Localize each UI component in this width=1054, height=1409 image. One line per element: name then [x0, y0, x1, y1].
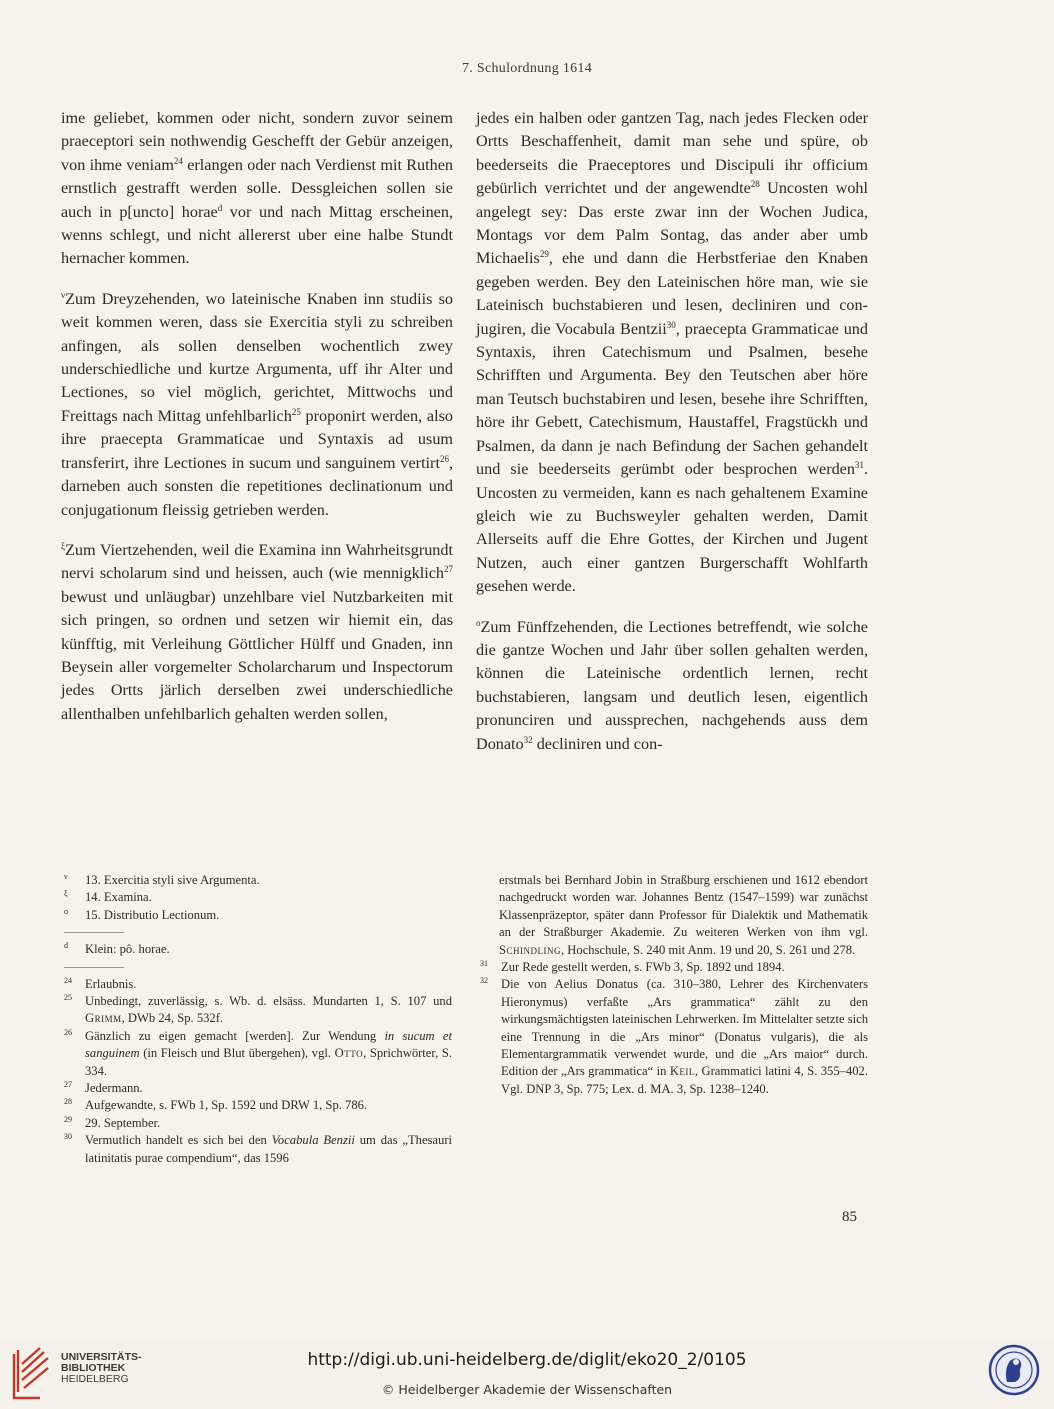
critical-note: d Klein: pô. horae. [64, 941, 170, 957]
running-head: 7. Schulordnung 1614 [461, 61, 593, 76]
copyright-notice: © Heidelberger Akademie der Wissenschaften [381, 1382, 673, 1397]
footnotes-right [480, 872, 868, 1098]
paragraph: $^\xi$Zum Viertzehenden, weil die Examina inn Wahrheitsgrundt nervi scholarum sind und heissen, auch (wie mennigklich$^{27}$ bewust und unläugbar) unzehlbare viel Nutzbarkeiten mit sich pringen, so ordnen und setzen wir hiemit ein, das künfftig, mit Verleihung Göttlicher Hülff und Gnaden, inn Beysein aller vorgemelter Scholarcharum und Inspectorum jedes Ortts järlich derselben zwei underschiedliche allenthalben unfehlbarlich gehalten werden sollen, [61, 540, 453, 723]
paragraph: jedes ein halben oder gantzen Tag, nach jedes Flecken oder Ortts Beschaffenheit, damit man sehe und spüre, ob beederseits die Praeceptores und Discipuli ihr officium gebürlich verrichtet und der angewendte$^{28}$ Uncosten wohl angelegt sey: Das erste zwar inn der Wochen Judica, Montags vor dem Palm Sontag, das ander aber umb Michaelis$^{29}$, ehe und dann die Herbstferiae den Knaben gegeben werden. Bey den Lateinischen höre man, wie sie Lateinisch buchstabieren und lesen, decliniren und conjugiren, die Vocabula Bentzii$^{30}$, praecepta Grammaticae und Syntaxis, ihren Catechismum und Psalmen, besehe Schrifften und Argumenta. Bey den Teutschen aber höre man Teutsch buchstabiren und lesen, besehe ihre Schrifften, höre ihr Gebett, Catechismum, Haustaffel, Fragstückh und Psalmen, da dann je nach Befindung der Sachen gehandelt und sie beederseits gerümbt oder besprochen werden$^{31}$. Uncosten zu vermeiden, kann es nach gehaltenem Examine gleich wie zu Buchsweyler gehalten werden, Damit Allerseits auff die Ehre Gottes, der Kirchen und Jugent Nutzen, auch einer gantzen Burgerschafft Wohlfarth gesehen werde. [476, 109, 869, 596]
page-number: 85 [842, 1209, 857, 1225]
paragraph: $^o$Zum Fünffzehenden, die Lectiones betreffendt, wie solche die gantze Wochen und Jahr über sollen gehalten werden, können die Lateinische ordentlich lernen, recht buchstabieren, langsam und deutlich lesen, eigentlich pronunciren und aussprechen, nachgehends auss dem Donato$^{32}$ decliniren und con- [476, 617, 868, 753]
right-text-column [476, 107, 868, 773]
footnote: 31 Zur Rede gestellt werden, s. FWb 3, Sp. 1892 und 1894. [480, 959, 785, 975]
permalink-url[interactable]: http://digi.ub.uni-heidelberg.de/diglit/eko20_2/0105 [307, 1350, 747, 1370]
margin-note: ξ 14. Examina. [64, 889, 152, 905]
footnote: 25 Unbedingt, zuverlässig, s. Wb. d. elsäss. Mundarten 1, S. 107 und Grimm, DWb 24, Sp. 532f. [64, 993, 452, 1026]
paragraph: $^\nu$Zum Dreyzehenden, wo lateinische Knaben inn studiis so weit kommen weren, dass sie Exercitia styli zu schreiben anfingen, als sollen denselben wochentlich zwey underschiedliche und kurtze Argumenta, uff ihr Alter und Lectiones, so viel möglich, gerichtet, Mittwochs und Freittags nach Mittag unfehlbarlich$^{25}$ proponirt werden, also ihre praecepta Grammaticae und Syntaxis ad usum transferirt, ihre Lectiones in sucum und sanguinem vertirt$^{26}$, darneben auch sonsten die repetitiones declinationum und conjugationum fleissig getrieben werden. [61, 289, 453, 519]
footnote: 28 Aufgewandte, s. FWb 1, Sp. 1592 und DRW 1, Sp. 786. [64, 1097, 368, 1113]
footnote: 26 Gänzlich zu eigen gemacht [werden]. Zur Wendung in sucum et sanguinem (in Fleisch und Blut übergehen), vgl. Otto, Sprichwörter, S. 334. [64, 1027, 452, 1078]
paragraph: ime geliebet, kommen oder nicht, sondern zuvor seinem praeceptori sein nothwendig Geschefft der Gebür anzeigen, von ihme veniam$^{24}$ erlangen oder nach Verdienst mit Ruthen ernstlich gestrafft werden solle. Dessgleichen sollen sie auch in p[uncto] horae$^d$ vor und nach Mittag erscheinen, wenns schlegt, und nicht allererst uber eine halbe Stundt hernacher kommen. [61, 109, 454, 268]
academy-seal-icon[interactable] [988, 1344, 1040, 1396]
footnote: 30 Vermutlich handelt es sich bei den Vocabula Benzii um das „Thesauri latinitatis purae compendium“, das 1596 [64, 1132, 453, 1165]
margin-note: ν 13. Exercitia styli sive Argumenta. [64, 872, 260, 887]
left-text-column [61, 107, 453, 743]
viewer-footer [0, 1340, 1054, 1409]
footnote: 32 Die von Aelius Donatus (ca. 310–380, Lehrer des Kirchenvaters Hieronymus) verfaßte „Ars grammatica“ zählt zu den wirkungsmächtigsten lateinischen Lehrwerken. Im Mittelalter setzte sich eine Trennung in die „Ars minor“ (Donatus vulgaris), die als Elementargrammatik verwendet wurde, und die „Ars maior“ durch. Edition der „Ars grammatica“ in Keil, Grammatici latini 4, S. 355–402. Vgl. DNP 3, Sp. 775; Lex. d. MA. 3, Sp. 1238–1240. [480, 976, 868, 1096]
library-name[interactable]: UNIVERSITÄTS- BIBLIOTHEK HEIDELBERG [61, 1351, 142, 1385]
footnote: 24 Erlaubnis. [64, 975, 137, 991]
footnote-rule [64, 932, 124, 933]
footnote: 27 Jedermann. [64, 1080, 143, 1096]
margin-note: ο 15. Distributio Lectionum. [64, 906, 220, 922]
footnotes-left [64, 872, 452, 1167]
footnote-rule [64, 967, 124, 968]
footnote-continuation: erstmals bei Bernhard Jobin in Straßburg erschienen und 1612 ebendort nachgedruckt worden war. Johannes Bentz (1547–1599) war zunächst Klassenpräzeptor, später dann Professor für Dialektik und Mathematik an der Straßburger Akademie. Zu weiteren Werken von ihm vgl. Schindling, Hochschule, S. 240 mit Anm. 19 und 20, S. 261 und 278. [499, 873, 868, 957]
footnote: 29 29. September. [64, 1114, 161, 1130]
